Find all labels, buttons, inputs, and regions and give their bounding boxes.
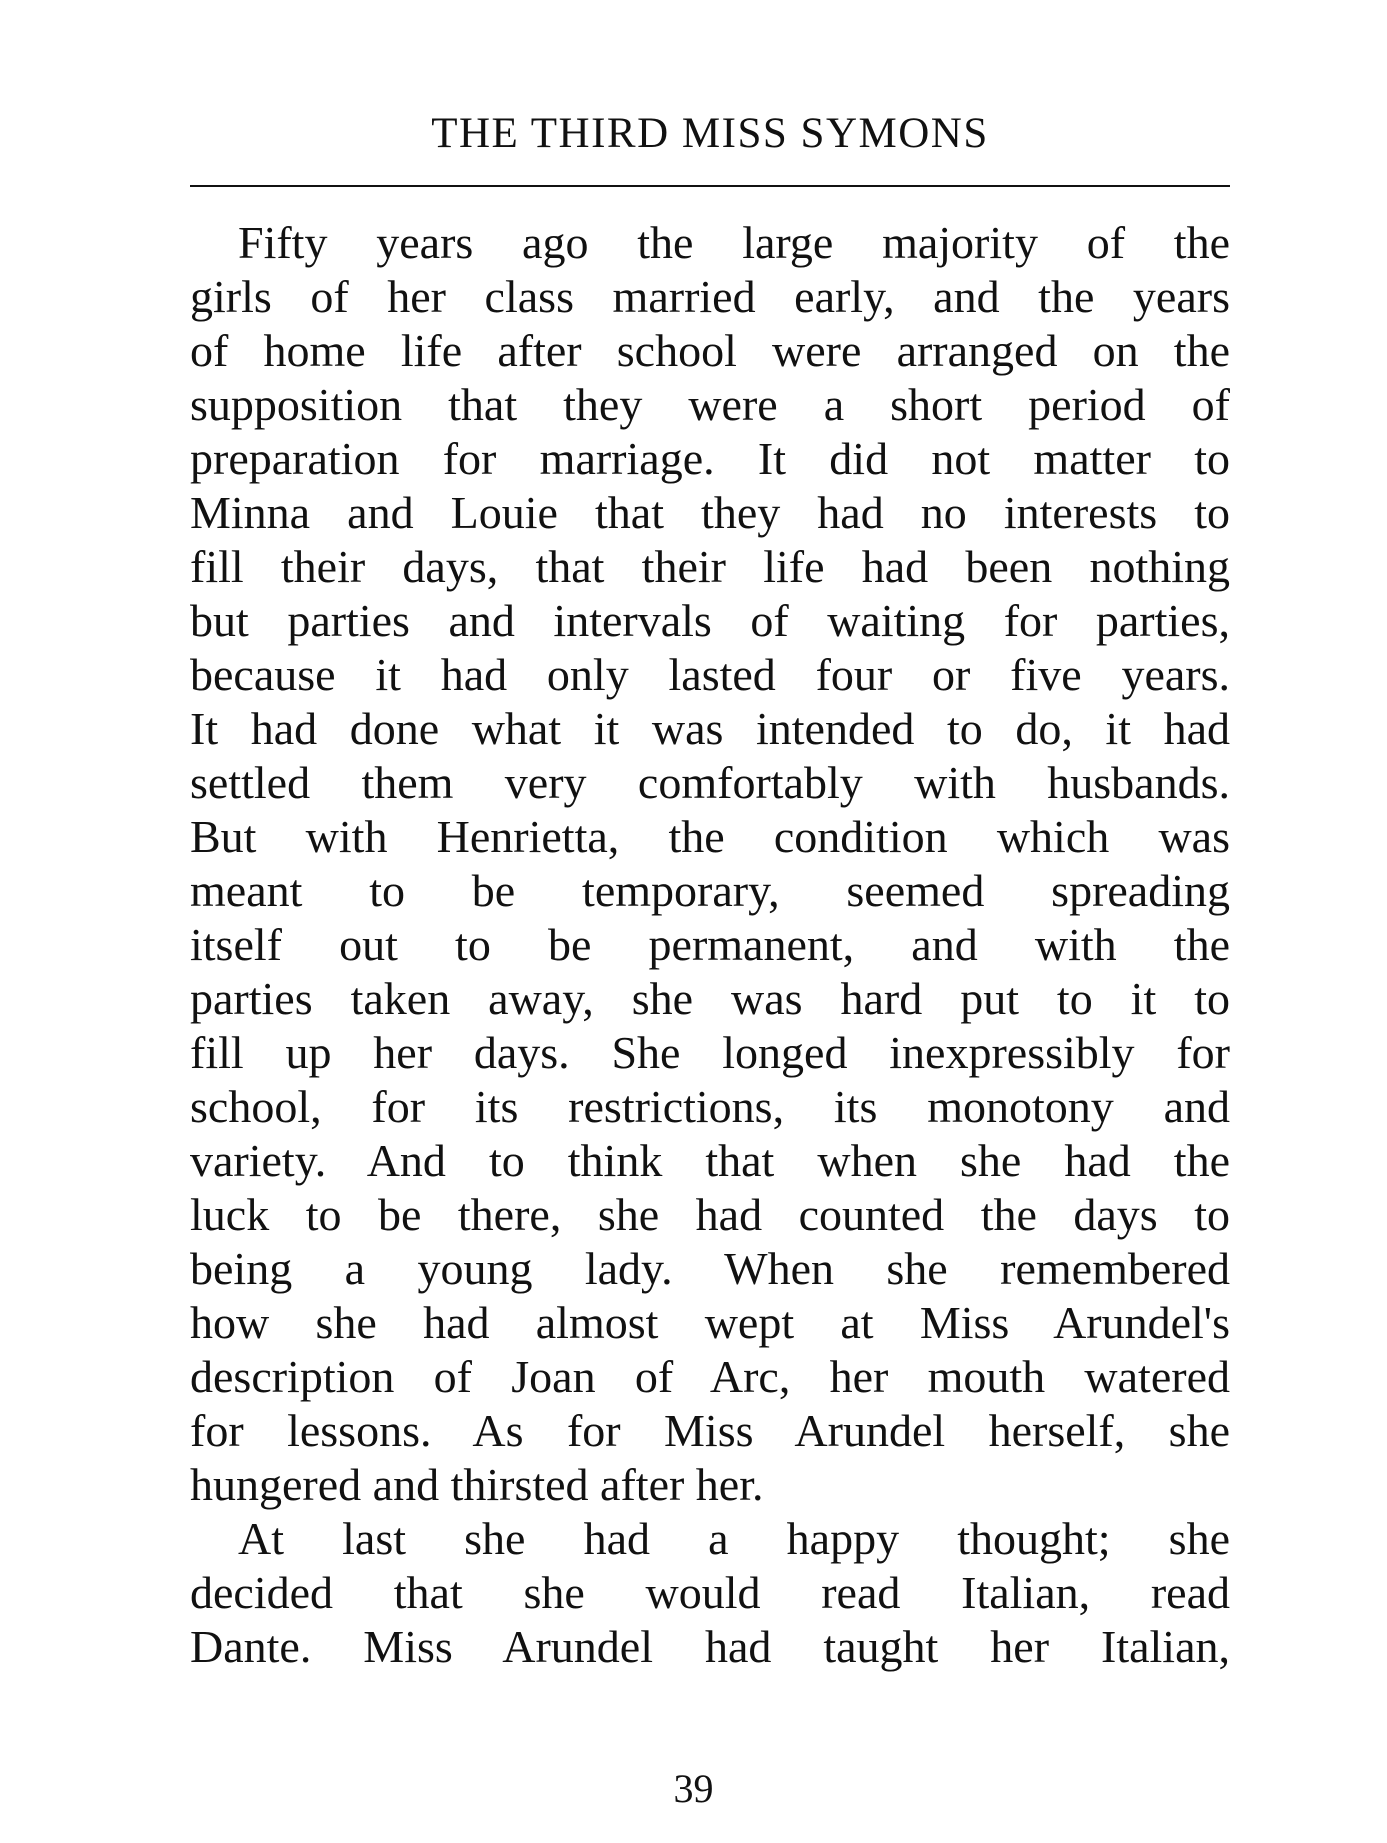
text-line: for lessons. As for Miss Arundel herself, she xyxy=(190,1405,1230,1456)
text-line: but parties and intervals of waiting for parties, xyxy=(190,595,1230,646)
text-line: of home life after school were arranged on the xyxy=(190,325,1230,376)
text-line: luck to be there, she had counted the days to xyxy=(190,1189,1230,1240)
text-line: girls of her class married early, and the years xyxy=(190,271,1230,322)
text-line: because it had only lasted four or five years. xyxy=(190,649,1230,700)
text-line: parties taken away, she was hard put to it to xyxy=(190,973,1230,1024)
text-line: supposition that they were a short period of xyxy=(190,379,1230,430)
text-line: decided that she would read Italian, read xyxy=(190,1567,1230,1618)
body-text xyxy=(190,216,1230,1674)
text-line: itself out to be permanent, and with the xyxy=(190,919,1230,970)
text-line: description of Joan of Arc, her mouth watered xyxy=(190,1351,1230,1402)
text-line: how she had almost wept at Miss Arundel's xyxy=(190,1297,1230,1348)
text-line: Dante. Miss Arundel had taught her Italian, xyxy=(190,1621,1230,1672)
text-line: Fifty years ago the large majority of the xyxy=(238,217,1230,268)
text-line: being a young lady. When she remembered xyxy=(190,1243,1230,1294)
text-line: fill their days, that their life had been nothing xyxy=(190,541,1230,592)
running-head: THE THIRD MISS SYMONS xyxy=(431,110,989,157)
text-line: settled them very comfortably with husbands. xyxy=(190,757,1230,808)
text-line: Minna and Louie that they had no interests to xyxy=(190,487,1230,538)
text-line: preparation for marriage. It did not matter to xyxy=(190,433,1230,484)
text-line: But with Henrietta, the condition which was xyxy=(190,811,1230,862)
text-line: At last she had a happy thought; she xyxy=(238,1513,1230,1564)
page-number: 39 xyxy=(673,1766,714,1811)
text-line: fill up her days. She longed inexpressibly for xyxy=(190,1027,1230,1078)
text-line: meant to be temporary, seemed spreading xyxy=(190,865,1230,916)
text-line: school, for its restrictions, its monotony and xyxy=(190,1081,1230,1132)
text-line: It had done what it was intended to do, it had xyxy=(190,703,1230,754)
text-line: hungered and thirsted after her. xyxy=(190,1459,764,1510)
text-line: variety. And to think that when she had the xyxy=(190,1135,1230,1186)
header-rule xyxy=(190,185,1230,187)
